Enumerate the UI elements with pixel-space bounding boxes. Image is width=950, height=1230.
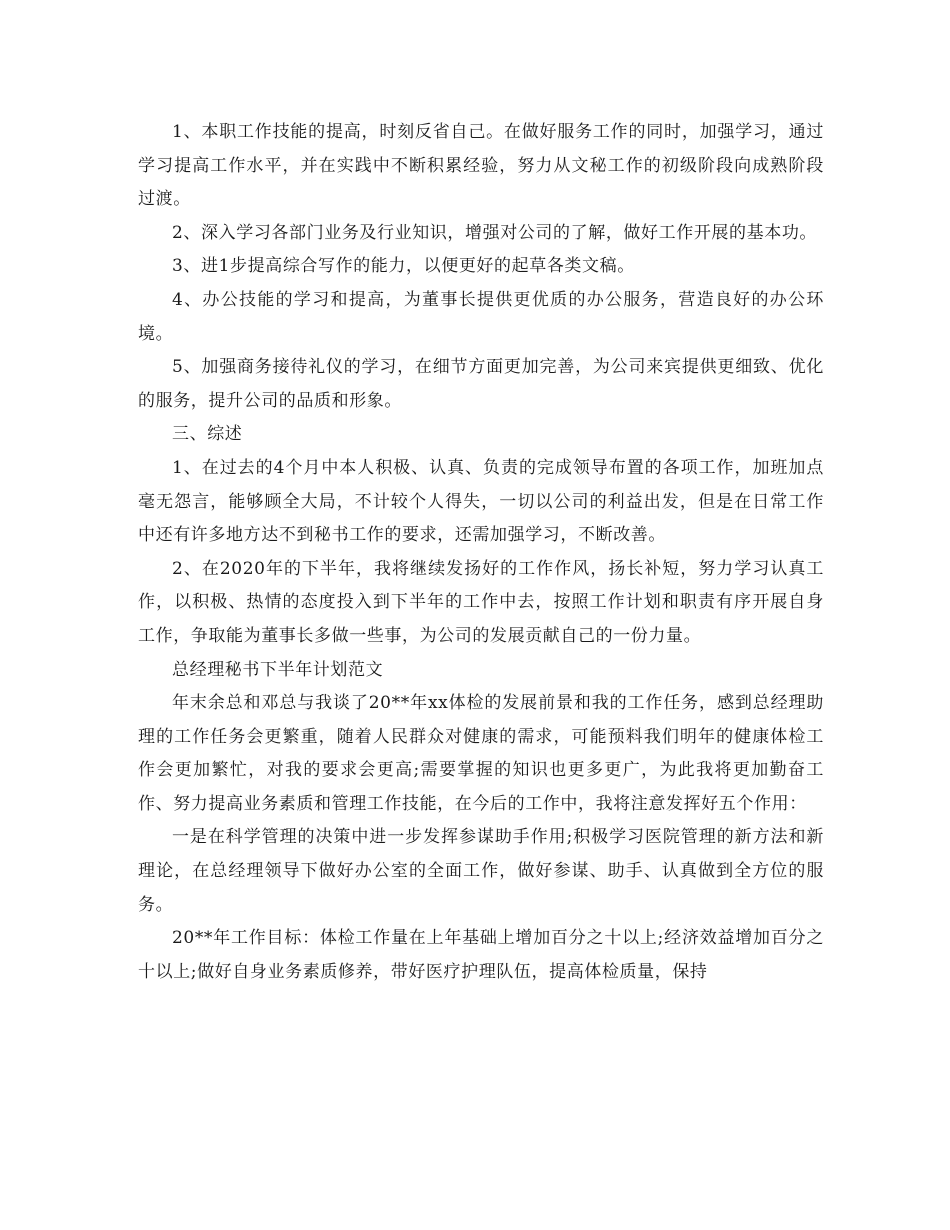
paragraph-reception-etiquette: 5、加强商务接待礼仪的学习，在细节方面更加完善，为公司来宾提供更细致、优化的服务，提升公司的品质和形象。 — [138, 357, 824, 411]
paragraph-role-one: 一是在科学管理的决策中进一步发挥参谋助手作用;积极学习医院管理的新方法和新理论，在总经理领导下做好办公室的全面工作，做好参谋、助手、认真做到全方位的服务。 — [138, 827, 824, 915]
paragraph-work-goals: 20**年工作目标：体检工作量在上年基础上增加百分之十以上;经济效益增加百分之十以上;做好自身业务素质修养，带好医疗护理队伍，提高体检质量，保持 — [138, 928, 824, 982]
paragraph-year-end-talk: 年末余总和邓总与我谈了20**年xx体检的发展前景和我的工作任务，感到总经理助理的工作任务会更繁重，随着人民群众对健康的需求，可能预料我们明年的健康体检工作会更加繁忙，对我的要求会更高;需要掌握的知识也更多更广，为此我将更加勤奋工作、努力提高业务素质和管理工作技能，在今后的工作中，我将注意发挥好五个作用： — [138, 693, 824, 814]
paragraph-skill-improvement: 1、本职工作技能的提高，时刻反省自己。在做好服务工作的同时，加强学习，通过学习提高工作水平，并在实践中不断积累经验，努力从文秘工作的初级阶段向成熟阶段过渡。 — [138, 122, 824, 210]
paragraph-office-skills: 4、办公技能的学习和提高，为董事长提供更优质的办公服务，营造良好的办公环境。 — [138, 289, 824, 344]
paragraph-summary-past-work: 1、在过去的4个月中本人积极、认真、负责的完成领导布置的各项工作，加班加点毫无怨言，能够顾全大局，不计较个人得失，一切以公司的利益出发，但是在日常工作中还有许多地方达不到秘书工作的要求，还需加强学习，不断改善。 — [138, 457, 824, 546]
section-heading-summary: 三、综述 — [172, 424, 243, 445]
document-page — [138, 116, 824, 989]
paragraph-summary-next-half: 2、在2020年的下半年，我将继续发扬好的工作作风，扬长补短，努力学习认真工作，以积极、热情的态度投入到下半年的工作中去，按照工作计划和职责有序开展自身工作，争取能为董事长多做一些事，为公司的发展贡献自己的一份力量。 — [138, 558, 824, 646]
subtitle-plan-sample: 总经理秘书下半年计划范文 — [172, 659, 384, 680]
paragraph-business-knowledge: 2、深入学习各部门业务及行业知识，增强对公司的了解，做好工作开展的基本功。 — [172, 222, 818, 243]
paragraph-writing-ability: 3、进1步提高综合写作的能力，以便更好的起草各类文稿。 — [172, 256, 635, 277]
